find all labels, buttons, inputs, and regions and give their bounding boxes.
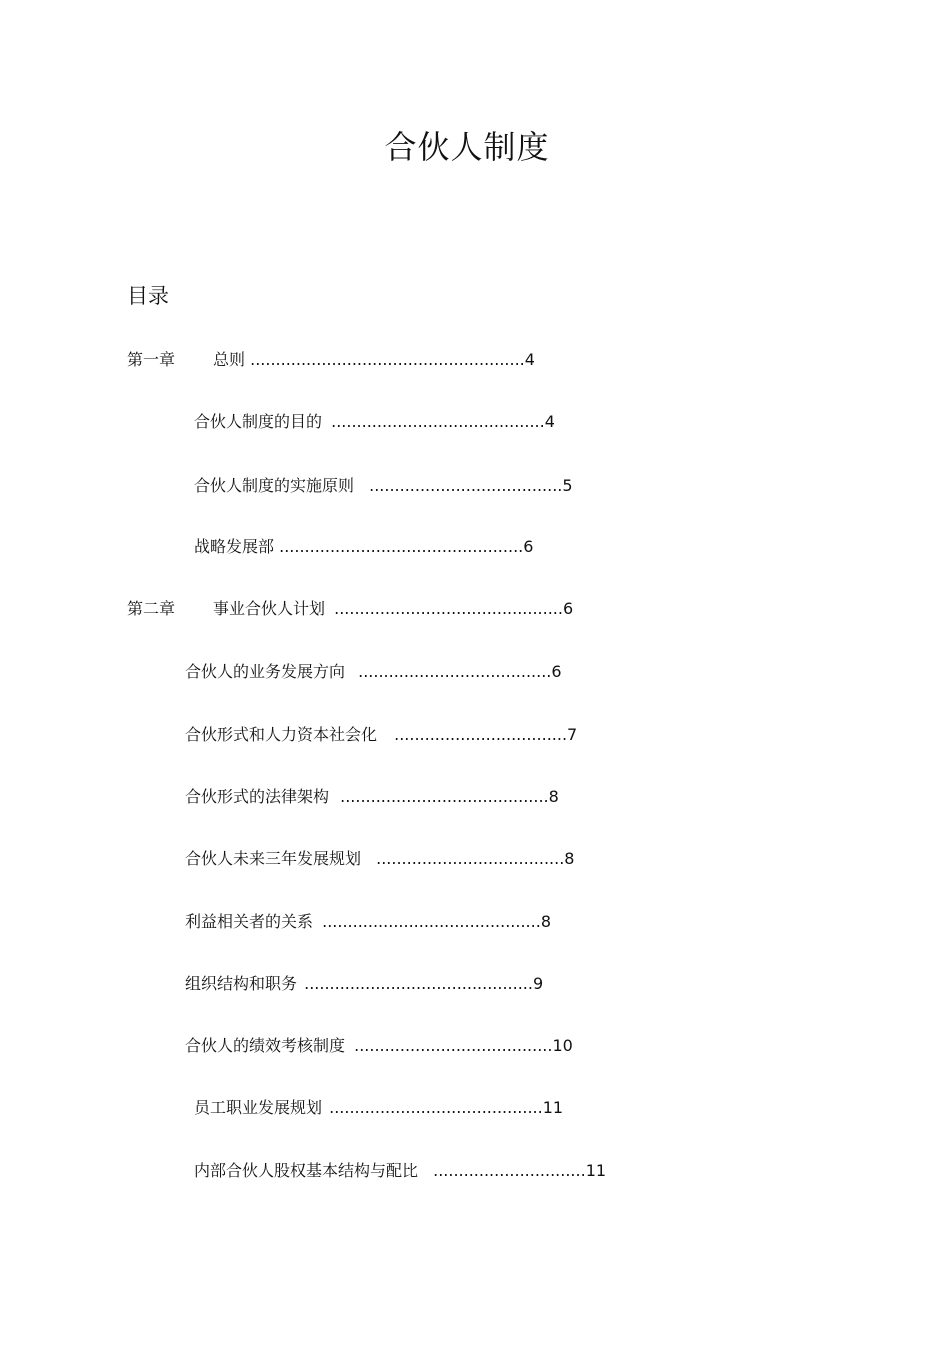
toc-entry[interactable]	[185, 910, 551, 934]
toc-entry-label: 战略发展部	[194, 537, 275, 556]
toc-entry[interactable]	[185, 723, 577, 747]
toc-page-number: 4	[544, 412, 555, 431]
toc-page-number: 4	[524, 350, 535, 369]
toc-leader-dots: ......................................	[369, 476, 563, 495]
toc-page-number: 9	[532, 974, 544, 993]
toc-page-number: 6	[523, 537, 534, 556]
toc-leader-dots: .............................................	[334, 599, 563, 618]
toc-entry[interactable]	[194, 1159, 606, 1183]
toc-page-number: 7	[567, 725, 578, 744]
toc-leader-dots: ..............................	[433, 1161, 586, 1180]
toc-chapter-number: 第一章	[127, 350, 176, 369]
toc-entry-label: 合伙人未来三年发展规划	[185, 849, 362, 868]
toc-entry-label: 组织结构和职务	[185, 974, 298, 993]
toc-leader-dots: ................................................	[279, 537, 524, 556]
toc-page-number: 5	[562, 476, 573, 495]
toc-page-number: 8	[540, 912, 551, 931]
toc-page-number: 11	[542, 1098, 564, 1117]
toc-leader-dots: ..........................................	[329, 1098, 543, 1117]
toc-entry-label: 总则	[213, 350, 246, 369]
toc-entry-label: 合伙形式的法律架构	[185, 787, 330, 806]
toc-page-number: 8	[548, 787, 559, 806]
toc-entry[interactable]	[185, 1034, 573, 1058]
toc-leader-dots: ..........................................	[331, 412, 545, 431]
toc-chapter-number: 第二章	[127, 599, 176, 618]
toc-entry[interactable]	[185, 660, 562, 684]
toc-page-number: 11	[585, 1161, 607, 1180]
document-title: 合伙人制度	[384, 128, 550, 166]
toc-leader-dots: ...........................................	[322, 912, 541, 931]
toc-entry[interactable]	[185, 847, 574, 871]
toc-leader-dots: ......................................................	[250, 350, 525, 369]
toc-entry[interactable]	[185, 785, 559, 809]
toc-page-number: 6	[562, 599, 574, 618]
toc-entry[interactable]	[194, 535, 533, 559]
toc-leader-dots: .........................................	[340, 787, 549, 806]
toc-leader-dots: .....................................	[376, 849, 565, 868]
toc-entry-label: 内部合伙人股权基本结构与配比	[194, 1161, 419, 1180]
toc-entry-label: 合伙形式和人力资本社会化	[185, 725, 378, 744]
toc-entry-chapter-1[interactable]	[127, 348, 535, 372]
toc-entry-chapter-2[interactable]	[127, 597, 573, 621]
toc-leader-dots: .......................................	[354, 1036, 553, 1055]
toc-entry[interactable]	[194, 410, 555, 434]
toc-leader-dots: ......................................	[358, 662, 552, 681]
toc-page-number: 8	[564, 849, 575, 868]
toc-entry-label: 利益相关者的关系	[185, 912, 314, 931]
toc-page-number: 6	[551, 662, 562, 681]
toc-entry-label: 合伙人制度的目的	[194, 412, 323, 431]
toc-leader-dots: ..................................	[394, 725, 568, 744]
toc-leader-dots: .............................................	[304, 974, 533, 993]
toc-entry-label: 事业合伙人计划	[213, 599, 326, 618]
toc-page-number: 10	[552, 1036, 573, 1055]
toc-entry[interactable]	[185, 972, 543, 996]
toc-entry-label: 合伙人的绩效考核制度	[185, 1036, 346, 1055]
toc-entry-label: 合伙人制度的实施原则	[194, 476, 355, 495]
toc-entry-label: 员工职业发展规划	[194, 1098, 323, 1117]
toc-entry[interactable]	[194, 474, 573, 498]
toc-heading: 目录	[127, 284, 169, 308]
toc-entry-label: 合伙人的业务发展方向	[185, 662, 346, 681]
toc-entry[interactable]	[194, 1096, 563, 1120]
